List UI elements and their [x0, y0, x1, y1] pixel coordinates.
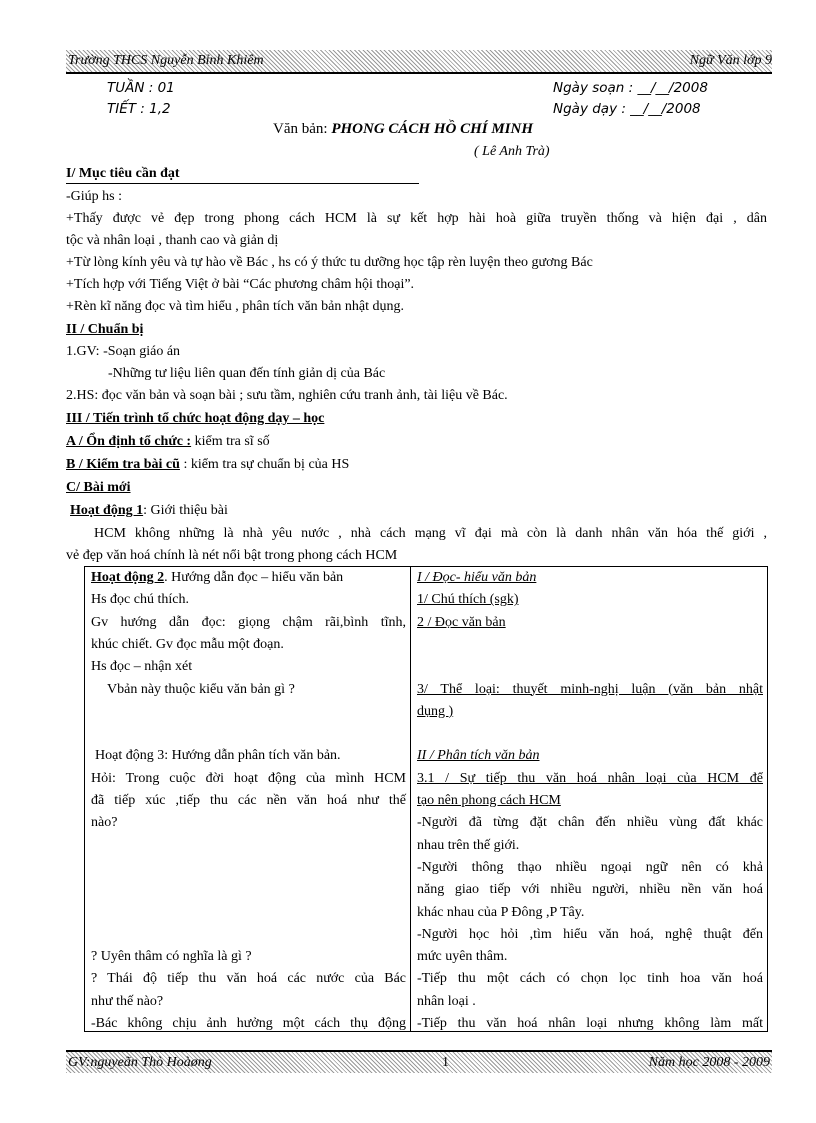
- table-right-line: 2 / Đọc văn bản: [417, 614, 506, 630]
- section-read-understand: I / Đọc- hiểu văn bản: [417, 570, 537, 585]
- table-right-line: -Người đã từng đặt chân đến nhiều vùng đất khác: [417, 815, 763, 831]
- activity-2: Hoạt động 2. Hướng dẫn đọc – hiểu văn bản: [91, 570, 344, 585]
- subject-name: Ngữ Văn lớp 9: [689, 53, 772, 68]
- section-analysis: II / Phân tích văn bản: [417, 748, 540, 764]
- teacher-name: GV:nguyeãn Thò Hoàøng: [68, 1055, 212, 1070]
- table-left-line: đã tiếp xúc ,tiếp thu các nền văn hoá như thế: [91, 793, 406, 808]
- document-title: [273, 119, 533, 139]
- table-left-line: Hs đọc chú thích.: [91, 592, 189, 608]
- objectives-heading: I/ Mục tiêu cần đạt: [66, 165, 419, 184]
- table-right-line: -Tiếp thu văn hoá nhân loại nhưng không làm mất: [417, 1016, 763, 1031]
- objective-item: +Rèn kĩ năng đọc và tìm hiểu , phân tích văn bản nhật dụng.: [66, 299, 404, 314]
- content-column: [411, 567, 767, 1031]
- activity-3: Hoạt động 3: Hướng dẫn phân tích văn bản.: [95, 748, 341, 764]
- table-right-line: 3/ Thể loại: thuyết minh-nghị luận (văn bản nhật: [417, 681, 763, 697]
- step-c: C/ Bài mới: [66, 480, 131, 495]
- objectives-intro: -Giúp hs :: [66, 189, 122, 204]
- table-right-line: nhân loại .: [417, 993, 476, 1009]
- table-left-line: Hỏi: Trong cuộc đời hoạt động của mình HCM: [91, 770, 406, 786]
- table-left-line: -Bác không chịu ảnh hưởng một cách thụ động: [91, 1015, 406, 1031]
- page-footer: [66, 1050, 772, 1073]
- intro-paragraph-end: vẻ đẹp văn hoá chính là nét nổi bật trong phong cách HCM: [66, 548, 398, 563]
- table-right-line: năng giao tiếp với nhiều người, nhiều nền văn hoá: [417, 882, 763, 898]
- week-label: TUẦN : 01: [107, 80, 175, 96]
- table-left-line: nào?: [91, 815, 118, 831]
- page-number: 1: [442, 1055, 449, 1070]
- table-right-line: tạo nên phong cách HCM: [417, 793, 561, 808]
- title-name: PHONG CÁCH HỒ CHÍ MINH: [331, 121, 534, 137]
- title-prefix: Văn bản:: [273, 121, 332, 137]
- table-left-line: Gv hướng dẫn đọc: giọng chậm rãi,bình tĩnh,: [91, 614, 406, 630]
- table-right-line: nhau trên thế giới.: [417, 837, 520, 853]
- date-taught: Ngày dạy : __/__/2008: [553, 101, 701, 117]
- table-right-line: -Tiếp thu một cách có chọn lọc tinh hoa văn hoá: [417, 971, 763, 987]
- table-right-line: khác nhau của P Đông ,P Tây.: [417, 904, 585, 920]
- title-author: ( Lê Anh Trà): [474, 144, 550, 159]
- objective-item: tộc và nhân loại , thanh cao và giản dị: [66, 233, 279, 248]
- intro-paragraph: HCM không những là nhà yêu nước , nhà cách mạng vĩ đại mà còn là danh nhân văn hóa thế giới ,: [94, 526, 767, 541]
- objective-item: +Từ lòng kính yêu và tự hào về Bác , hs có ý thức tu dưỡng học tập rèn luyện theo gương Bác: [66, 255, 593, 270]
- page-header: [66, 50, 772, 74]
- table-left-line: Hs đọc – nhận xét: [91, 659, 193, 675]
- preparation-hs: 2.HS: đọc văn bản và soạn bài ; sưu tầm, nghiên cứu tranh ảnh, tài liệu về Bác.: [66, 388, 508, 403]
- date-prepared: Ngày soạn : __/__/2008: [553, 80, 708, 96]
- lesson-table: [84, 566, 768, 1032]
- school-name: Trường THCS Nguyễn Bỉnh Khiêm: [68, 53, 264, 68]
- preparation-gv: 1.GV: -Soạn giáo án: [66, 344, 181, 359]
- objective-item: +Tích hợp với Tiếng Việt ở bài “Các phương châm hội thoại”.: [66, 277, 415, 292]
- activity-1: Hoạt động 1: Giới thiệu bài: [70, 503, 228, 518]
- objective-item: +Thấy được vẻ đẹp trong phong cách HCM là sự kết hợp hài hoà giữa truyền thống và hiện đại , dân: [66, 211, 767, 226]
- table-left-line: ? Uyên thâm có nghĩa là gì ?: [91, 949, 252, 964]
- table-right-line: 3.1 / Sự tiếp thu văn hoá nhân loại của HCM để: [417, 770, 763, 786]
- process-heading: III / Tiến trình tổ chức hoạt động dạy – học: [66, 411, 325, 426]
- step-b: B / Kiểm tra bài cũ : kiểm tra sự chuẩn bị của HS: [66, 457, 350, 472]
- table-right-line: mức uyên thâm.: [417, 949, 508, 965]
- period-label: TIẾT : 1,2: [107, 101, 171, 117]
- table-right-line: dụng ): [417, 703, 454, 719]
- school-year: Năm học 2008 - 2009: [648, 1055, 770, 1070]
- table-left-line: như thế nào?: [91, 993, 164, 1009]
- table-left-line: Vbản này thuộc kiểu văn bản gì ?: [107, 681, 295, 697]
- preparation-heading: II / Chuẩn bị: [66, 322, 144, 337]
- step-a: A / Ổn định tổ chức : kiểm tra sĩ số: [66, 434, 270, 449]
- table-left-line: khúc chiết. Gv đọc mẫu một đoạn.: [91, 636, 284, 652]
- table-left-line: ? Thái độ tiếp thu văn hoá các nước của Bác: [91, 971, 406, 987]
- table-right-line: 1/ Chú thích (sgk): [417, 592, 519, 608]
- teacher-student-activities-column: [85, 567, 411, 1031]
- table-right-line: -Người học hỏi ,tìm hiểu văn hoá, nghệ thuật đến: [417, 926, 763, 942]
- table-right-line: -Người thông thạo nhiều ngoại ngữ nên có khả: [417, 859, 763, 875]
- preparation-gv-materials: -Những tư liệu liên quan đến tính giản dị của Bác: [108, 366, 386, 381]
